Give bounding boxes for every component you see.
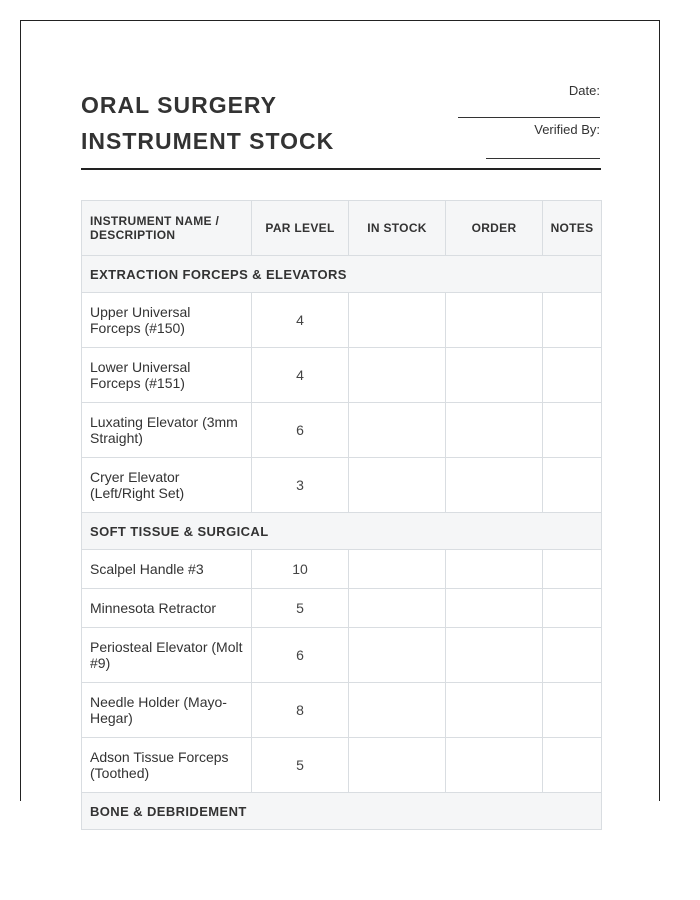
instrument-name: Scalpel Handle #3 (82, 550, 252, 589)
stock-sheet (20, 20, 660, 819)
column-header-par-level: PAR LEVEL (252, 201, 349, 256)
title-line-1: ORAL SURGERY (81, 92, 278, 118)
in-stock-cell[interactable] (349, 458, 446, 513)
table-row (82, 628, 602, 683)
table-row (82, 458, 602, 513)
table-header-row (82, 201, 602, 256)
section-row-bone-debridement (82, 793, 602, 830)
par-level-value: 10 (252, 550, 349, 589)
column-header-notes: NOTES (543, 201, 602, 256)
table-row (82, 403, 602, 458)
notes-cell[interactable] (543, 458, 602, 513)
par-level-value: 5 (252, 738, 349, 793)
header-meta (450, 83, 600, 159)
instrument-name: Periosteal Elevator (Molt #9) (82, 628, 252, 683)
instrument-name: Minnesota Retractor (82, 589, 252, 628)
page-title (81, 87, 334, 159)
column-header-instrument: INSTRUMENT NAME / DESCRIPTION (82, 201, 252, 256)
table-row (82, 550, 602, 589)
instrument-name: Upper Universal Forceps (#150) (82, 293, 252, 348)
par-level-value: 5 (252, 589, 349, 628)
section-row-soft-tissue (82, 513, 602, 550)
order-cell[interactable] (446, 458, 543, 513)
in-stock-cell[interactable] (349, 293, 446, 348)
notes-cell[interactable] (543, 628, 602, 683)
order-cell[interactable] (446, 550, 543, 589)
table-row (82, 348, 602, 403)
order-cell[interactable] (446, 348, 543, 403)
column-header-order: ORDER (446, 201, 543, 256)
par-level-value: 6 (252, 628, 349, 683)
instrument-stock-table (81, 200, 602, 830)
notes-cell[interactable] (543, 738, 602, 793)
order-cell[interactable] (446, 589, 543, 628)
notes-cell[interactable] (543, 550, 602, 589)
par-level-value: 4 (252, 293, 349, 348)
section-title: SOFT TISSUE & SURGICAL (82, 513, 602, 550)
par-level-value: 6 (252, 403, 349, 458)
section-title: BONE & DEBRIDEMENT (82, 793, 602, 830)
instrument-name: Luxating Elevator (3mm Straight) (82, 403, 252, 458)
order-cell[interactable] (446, 738, 543, 793)
date-label: Date: (568, 83, 600, 98)
order-cell[interactable] (446, 683, 543, 738)
column-header-in-stock: IN STOCK (349, 201, 446, 256)
in-stock-cell[interactable] (349, 348, 446, 403)
in-stock-cell[interactable] (349, 683, 446, 738)
table-row (82, 738, 602, 793)
section-title: EXTRACTION FORCEPS & ELEVATORS (82, 256, 602, 293)
in-stock-cell[interactable] (349, 403, 446, 458)
par-level-value: 3 (252, 458, 349, 513)
instrument-name: Cryer Elevator (Left/Right Set) (82, 458, 252, 513)
par-level-value: 8 (252, 683, 349, 738)
in-stock-cell[interactable] (349, 589, 446, 628)
table-row (82, 589, 602, 628)
instrument-name: Adson Tissue Forceps (Toothed) (82, 738, 252, 793)
instrument-name: Lower Universal Forceps (#151) (82, 348, 252, 403)
notes-cell[interactable] (543, 293, 602, 348)
header-divider (81, 168, 601, 170)
order-cell[interactable] (446, 403, 543, 458)
table-row (82, 683, 602, 738)
notes-cell[interactable] (543, 683, 602, 738)
notes-cell[interactable] (543, 589, 602, 628)
notes-cell[interactable] (543, 348, 602, 403)
verified-by-field-line[interactable] (486, 138, 600, 159)
order-cell[interactable] (446, 293, 543, 348)
instrument-name: Needle Holder (Mayo-Hegar) (82, 683, 252, 738)
in-stock-cell[interactable] (349, 738, 446, 793)
table-row (82, 293, 602, 348)
order-cell[interactable] (446, 628, 543, 683)
verified-by-label: Verified By: (534, 122, 600, 137)
in-stock-cell[interactable] (349, 550, 446, 589)
notes-cell[interactable] (543, 403, 602, 458)
in-stock-cell[interactable] (349, 628, 446, 683)
section-row-extraction (82, 256, 602, 293)
title-line-2: INSTRUMENT STOCK (81, 128, 335, 154)
date-field-line[interactable] (458, 99, 600, 118)
par-level-value: 4 (252, 348, 349, 403)
